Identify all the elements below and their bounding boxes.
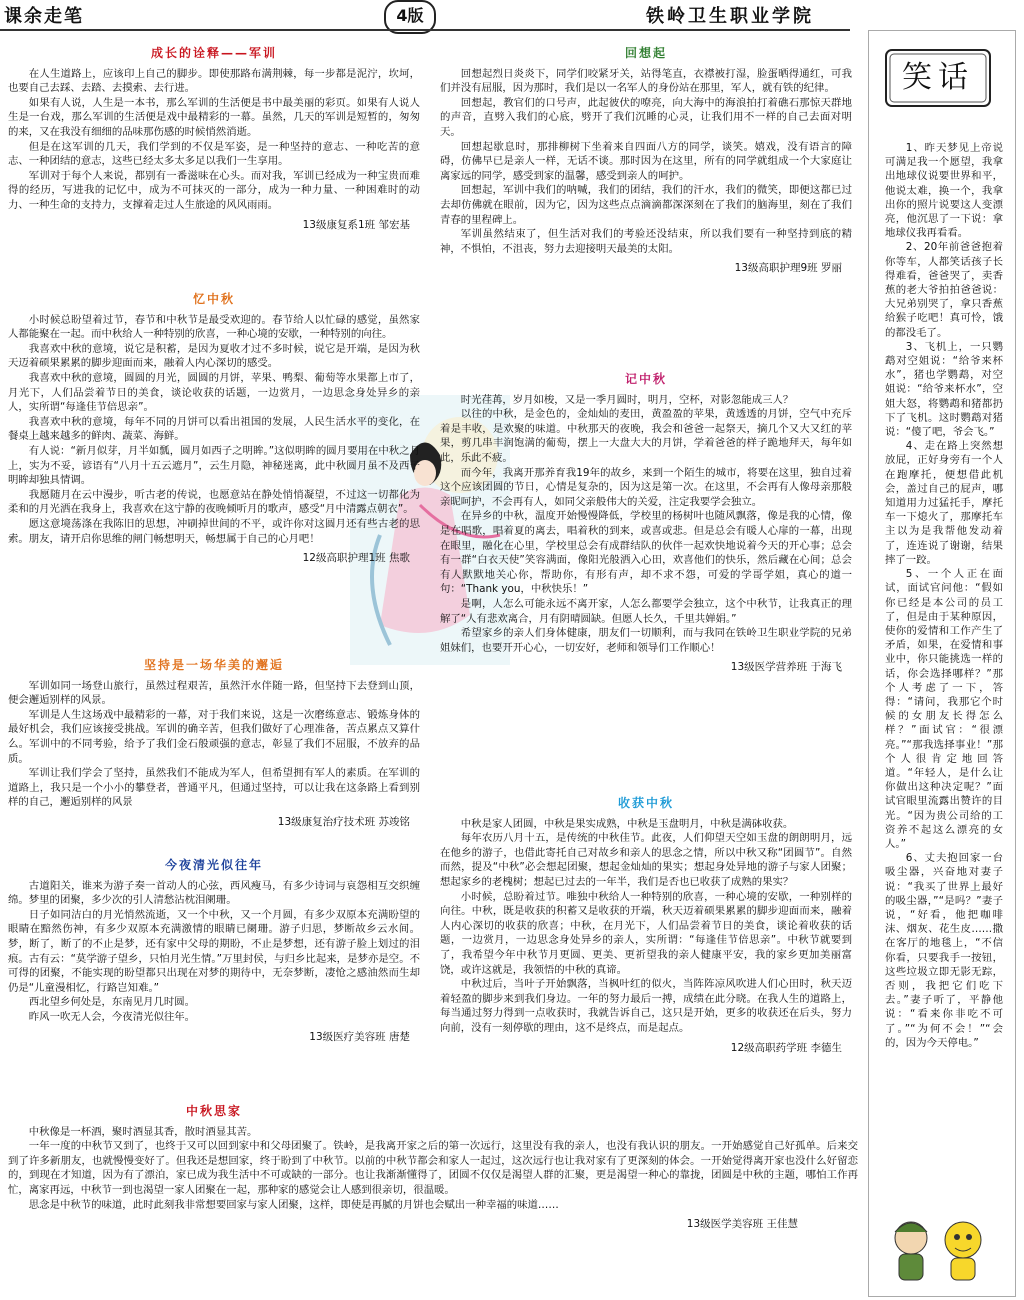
article-paragraph: 而今年，我离开那养育我19年的故乡，来到一个陌生的城市，将要在这里，独自过着这个应该团圆的节日，心情是复杂的，因为这是第一次。在这里，不会再有人像母亲那般亲昵呵护，不会再有人，如同父亲般伟大的关爱，注定我要学会独立。: [440, 466, 852, 508]
article-title: 收获中秋: [617, 796, 674, 810]
article-clear-light: [8, 858, 420, 1044]
article-author: 13级康复治疗技术班 苏竣铭: [277, 815, 410, 828]
page-header: [0, 0, 1024, 30]
article-paragraph: 中秋是家人团圆，中秋是果实成熟，中秋是玉盘明月，中秋是满砵收获。: [460, 817, 794, 830]
article-military-training: [8, 46, 420, 232]
article-paragraph: 每年农历八月十五，是传统的中秋佳节。此夜，人们仰望天空如玉盘的朗朗明月，远在他乡的游子，也借此寄托自己对故乡和亲人的思念之情，所以中秋又称“团圆节”。自然而然，提及“中秋”必会想起团聚，想起金灿灿的果实；想起身处异地的游子与家人团聚；想起家乡的老槐树；想起已过去的一年半，我们是否也已收获了成熟的果实？: [440, 832, 852, 888]
article-persistence: [8, 658, 420, 830]
jokes-title-box: [883, 47, 993, 109]
article-author: 12级高职护理1班 焦歌: [302, 552, 410, 565]
article-paragraph: 军训虽然结束了，但生活对我们的考验还没结束，所以我们要有一种坚持到底的精神，不惧怕，不沮丧，努力去迎接明天最美的太阳。: [440, 228, 852, 255]
article-paragraph: 如果有人说，人生是一本书，那么军训的生活便是书中最美丽的彩页。如果有人说人生是一台戏，那么军训的生活便是戏中最精彩的一幕。虽然，几天的军训是短暂的，匆匆的来，又在我没有细细的品味那伤感的时候悄然消逝。: [8, 96, 420, 138]
article-paragraph: 军训是人生这场戏中最精彩的一幕，对于我们来说，这是一次磨练意志、锻炼身体的最好机会，我们应该接受挑战。军训的确辛苦，但我们做好了心理准备，苦点累点又算什么。军训中的不同考验，给予了我们金石般顽强的意志，彰显了我们不屈服，不放弃的品质。: [8, 708, 420, 765]
article-paragraph: 一年一度的中秋节又到了，也终于又可以回到家中和父母团聚了。铁岭，是我离开家之后的第一次远行，这里没有我的亲人，也没有我认识的朋友。一开始感觉自己好孤单。后来交到了许多新朋友，也就慢慢变好了。但我还是想回家，终于盼到了中秋节。以前的中秋节都会和家人一起过，这次远行也让我对家有了更深刻的体会。一开始觉得离开家也没什么好留恋的，到现在才知道，因为有了漂泊，家已成为我生活中不可或缺的一部分。也让我渐渐懂得了，团圆不仅仅是渴望人群的汇聚，更是渴望一种心的靠拢，团圆是中秋的主题，哪怕工作再忙，离家再远，中秋节一到也渴望一家人团聚在一起，那种家的感觉会让人感到很亲切，很温暖。: [8, 1140, 858, 1196]
article-paragraph: 是啊，人怎么可能永远不离开家，人怎么都要学会独立，这个中秋节，让我真正的理解了“人有悲欢离合，月有阴晴圆缺。但愿人长久，千里共婵娟。”: [440, 597, 852, 625]
article-title: 成长的诠释——军训: [150, 46, 277, 60]
article-paragraph: 小时候总盼望着过节，春节和中秋节是最受欢迎的。春节给人以忙碌的感觉，虽然家人都能聚在一起。而中秋给人一种特别的欣喜，一种心境的安歇，一种特别的向往。: [8, 313, 420, 341]
article-title: 今夜清光似往年: [164, 858, 263, 872]
article-author: 13级康复系1班 邹宏基: [302, 218, 410, 231]
article-harvest: [440, 796, 852, 1055]
article-paragraph: 有人说：“新月似芽，月半如瓢，圆月如西子之明眸。”这似明眸的圆月要用在中秋之月上，实为不妥，谚语有“八月十五云遮月”，云生月隐，神秘迷离，此中秋圆月虽不及西子明眸却独具情调。: [8, 444, 420, 487]
article-paragraph: 我喜欢中秋的意境，说它是积蓄，是因为夏收才过不多时候，说它是开端，是因为秋天迈着硕果累累的脚步迎面而来，融着人内心深切的感受。: [8, 342, 420, 370]
article-paragraph: 我喜欢中秋的意境，每年不同的月饼可以看出祖国的发展，人民生活水平的变化，在餐桌上越来越多的鲜肉、蔬菜、海鲜。: [8, 415, 420, 443]
article-note-mid-autumn: [440, 372, 852, 675]
article-author: 13级医疗美容班 唐楚: [309, 1030, 410, 1043]
article-title: 坚持是一场华美的邂逅: [143, 658, 284, 672]
article-author: 13级医学美容班 王佳慧: [686, 1218, 798, 1231]
article-paragraph: 我愿随月在云中漫步，听古老的传说，也愿意站在静处悄悄凝望，不过这一切都化为柔和的月光洒在我身上，我喜欢在这宁静的夜晚倾听月的歌声，感受“月中清露点朝衣”。: [8, 488, 420, 516]
article-paragraph: 日子如同洁白的月光悄然流逝，又一个中秋，又一个月圆，有多少双原本充满盼望的眼睛在黯然伤神，有多少双原本充满激情的眼睛已阑珊。游子归思，梦断故乡云水间。梦，断了，断了的不止是梦，还有家中父母的期盼，不止是梦想，还有游子脸上划过的泪痕。古有云：“莫学游子望乡，只怕月光生情。”万里封侯，与归乡比起来，是梦亦是空。不可得的团聚，不能实现的盼望都只出现在对梦的期待中，无奈梦断，凄怆之感油然而生却仍是“儿童漫相忆，行路岂知难。”: [8, 908, 420, 994]
article-author: 13级高职护理9班 罗丽: [734, 262, 842, 275]
article-paragraph: 中秋像是一杯酒，聚时酒显其香，散时酒显其苦。: [28, 1125, 258, 1138]
article-paragraph: 古道阳关，谁来为游子奏一首动人的心弦，西风瘦马，有多少诗词与哀怨相互交织缠绵。梦里的团聚，多少次的引人清愁沾枕泪阑珊。: [8, 879, 420, 907]
article-mid-autumn-memory: [8, 292, 420, 566]
article-paragraph: 回想起，军训中我们的呐喊，我们的团结，我们的汗水，我们的微笑，即便这都已过去却仿佛就在眼前，因为它，因为这些点点滴滴都深深刻在了我们的脑海里，刻在了我们青春的里程碑上。: [440, 184, 852, 226]
article-paragraph: 军训让我们学会了坚持，虽然我们不能成为军人，但希望拥有军人的素质。在军训的道路上，我只是一个小小的攀登者，普通平凡，但通过坚持，可以让我在这条路上看到别样的自己，邂逅别样的风景: [8, 767, 420, 809]
article-paragraph: 在异乡的中秋，温度开始慢慢降低，学校里的杨树叶也随风飘落，像是我的心情，像是在唱歌，唱着夏的离去，唱着秋的到来，或喜或悲。但是总会有暖人心扉的一幕，出现在眼里，融化在心里，学校里总会有成群结队的伙伴一起欢快地说着今天的开心事；总会有一群“白衣天使”笑容满面，像阳光般洒入心田，欢喜他们的快乐，然后藏在心间；总会有人默默地关心你，帮助你，有形有声，却不求不怨，可爱的学哥学姐，真心的道一句：“Thank you，中秋快乐！”: [440, 510, 852, 596]
joke-item: 4、走在路上突然想放屁，正好身旁有一个人在跑摩托，便想借此机会，盖过自己的屁声，哪知道用力过猛托手，摩托车一下熄火了，那摩托车主以为是我帮他发动着了，连连说了谢谢，结果摔了一跤。: [885, 440, 1003, 566]
header-rule: [0, 29, 850, 31]
joke-item: 5、一个人正在面试，面试官问他：“假如你已经是本公司的员工了，但是由于某种原因，使你的爱情和工作产生了矛盾，如果，在爱情和事业中，你只能挑选一样的话，你会选择哪样？”那个人考虑了一下，答得：“请问，我那它个时候的女朋友长得怎么样？”面试官：“很漂亮。”“那我选择事业！”那个人很肯定地回答道。“年轻人，是什么让你做出这种决定呢？”面试官眼里流露出赞许的目光。“因为贵公司给的工资养不起这么漂亮的女人。”: [885, 568, 1003, 850]
article-paragraph: 回想起烈日炎炎下，同学们咬紧牙关，站得笔直，衣襟被打湿，脸蛋晒得通红，可我们并没有屈服，因为那时，我们是以一名军人的身份站在那里，军人，就有铁的纪律。: [440, 67, 852, 95]
jokes-title: 笑话: [902, 60, 974, 95]
article-paragraph: 时光荏苒，岁月如梭，又是一季月圆时，明月，空杯，对影忽能成三人？: [460, 393, 794, 406]
article-author: 12级高职药学班 李德生: [730, 1041, 842, 1054]
joke-item: 1、昨天梦见上帝说可满足我一个愿望，我拿出地球仪说要世界和平，他说太难，换一个，我拿出你的照片说要这人变漂亮，他沉思了一下说：拿地球仪我再看看。: [885, 142, 1003, 240]
article-missing-home: [8, 1104, 858, 1232]
header-left-title: 课余走笔: [4, 6, 84, 27]
article-recall: [440, 46, 852, 276]
article-paragraph: 小时候，总盼着过节。唯独中秋给人一种特别的欣喜，一种心境的安歇，一种别样的向往。中秋，既是收获的积蓄又是收获的开端，秋天迈着硕果累累的脚步迎面而来，融着人内心深切的收获的欣喜；中秋，在月光下，人们品尝着节日的美食，谈论着收获的话题，一边赏月，一边思念身处异乡的亲人，实所谓：“每逢佳节倍思亲”。中秋节就要到了，我希望今年中秋节月更圆、更美、更祈望我的亲人健康平安，我的家乡更加美丽富饶，或许这就是，我领悟的中秋的真谛。: [440, 890, 852, 976]
article-paragraph: 西北望乡何处是，东南见月几时圆。: [28, 996, 196, 1009]
joke-item: 6、丈夫抱回家一台吸尘器，兴奋地对妻子说：“我买了世界上最好的吸尘器，”“是吗？”妻子说，“好看，他把咖啡沫、烟灰、花生皮……撒在客厅的地毯上，“不信你看，只要我手一按钮，这些垃圾立即无影无踪，否则，我把它们吃下去。”妻子听了，平静他说：“看来你非吃不可了。”“为何不会！”“会的，因为今天停电。”: [885, 852, 1003, 1049]
jokes-list: [885, 141, 1003, 1050]
article-paragraph: 军训对于每个人来说，都别有一番滋味在心头。而对我，军训已经成为一种宝贵而难得的经历，写进我的记忆中，成为不可抹灭的一部分，成为一种力量、一种困难时的动力、一种生命的支持力，支撑着走过人生旅途的风风雨雨。: [8, 169, 420, 211]
article-paragraph: 愿这意境荡涤在我陈旧的思想，冲刷掉世间的不平，或许你对这圆月还有些古老的思索。朋友，请开启你思维的闸门畅想明天，畅想属于自己的心月吧！: [8, 517, 420, 545]
article-paragraph: 我喜欢中秋的意境，圆圆的月光，圆圆的月饼，苹果、鸭梨、葡萄等水果都上市了，月光下，人们品尝着节日的美食，谈论收获的话题，一边赏月，一边思念身处异乡的亲人，实所谓“每逢佳节倍思亲”。: [8, 371, 420, 414]
article-title: 中秋思家: [185, 1104, 242, 1118]
article-paragraph: 中秋过后，当叶子开始飘落，当枫叶红的似火，当阵阵凉风吹进人们心田时，秋天迈着轻盈的脚步来到我们身边。一年的努力最后一搏，成绩在此分晓。在我人生的道路上，每当通过努力得到一点收获时，我就告诉自己，这只是开始，更多的收获还在后头，努力向前，没有一刻停歇的理由，这不是终点，而是起点。: [440, 978, 852, 1034]
article-title: 忆中秋: [192, 292, 235, 306]
article-title: 回想起: [624, 46, 667, 60]
article-paragraph: 以往的中秋，是金色的，金灿灿的麦田，黄盈盈的苹果，黄透透的月饼，空气中充斥着是丰收，是欢聚的味道。中秋那天的夜晚，我会和爸爸一起祭天，摘几个又大又红的苹果，剪几串丰润饱满的葡萄，摆上一大盘大大的月饼，学着爸爸的样子跪地拜天，每年如此，乐此不疲。: [440, 408, 852, 464]
jokes-sidebar: [868, 30, 1016, 1297]
article-title: 记中秋: [624, 372, 667, 386]
joke-item: 3、飞机上，一只鹦鹉对空姐说：“给爷来杯水”，猪也学鹦鹉，对空姐说：“给爷来杯水”，空姐大怒，将鹦鹉和猪都扔下了飞机。这时鹦鹉对猪说：“傻了吧，爷会飞。”: [885, 340, 1003, 439]
article-paragraph: 昨风一吹无人会，今夜清光似往年。: [28, 1010, 196, 1023]
header-school-name: 铁岭卫生职业学院: [646, 6, 814, 27]
article-paragraph: 思念是中秋节的味道，此时此刻我非常想要回家与家人团聚，这样，即使是再腻的月饼也会赋出一种幸福的味道……: [28, 1198, 559, 1211]
article-paragraph: 回想起歇息时，那排柳树下坐着来自四面八方的同学，谈笑。嬉戏，没有语言的障碍，仿佛早已是亲人一样，无话不谈。那时因为在这里，所有的同学就组成一个大家庭让离家远的同学，感受到家的温馨，感受到亲人的呵护。: [440, 140, 852, 182]
article-author: 13级医学营养班 于海飞: [730, 661, 842, 674]
joke-item: 2、20年前爸爸抱着你等车，人都笑话孩子长得难看，爸爸哭了，卖香蕉的老大爷拍拍爸爸说：大兄弟别哭了，拿只香蕉给猴子吃吧！真可怜，饿的都没毛了。: [885, 241, 1003, 339]
article-paragraph: 军训如同一场登山旅行，虽然过程艰苦，虽然汗水伴随一路，但坚持下去登到山顶，便会邂逅别样的风景。: [8, 679, 420, 707]
article-paragraph: 在人生道路上，应该印上自己的脚步。即使那路布满荆棘，每一步都是泥泞，坎坷，也要自己去踩、去踏、去摸索、去行进。: [8, 67, 420, 95]
article-paragraph: 希望家乡的亲人们身体健康，朋友们一切顺利，而与我同在铁岭卫生职业学院的兄弟姐妹们，也要开开心心，一切安好，老师和领导们工作顺心！: [440, 627, 852, 654]
article-paragraph: 但是在这军训的几天，我们学到的不仅是军姿，是一种坚持的意志、一种吃苦的意志、一种团结的意志，这些已经太多太多足以我们一生享用。: [8, 140, 420, 168]
issue-badge: 4版: [384, 0, 436, 34]
cartoon-mascots-icon: [883, 1210, 993, 1286]
article-paragraph: 回想起，教官们的口号声，此起彼伏的嘹亮，向大海中的海浪拍打着礁石那惊天群地的声音，直劈入我们的心底，劈开了我们沉睡的心灵，让我们用不一样的自己去面对明天。: [440, 96, 852, 138]
